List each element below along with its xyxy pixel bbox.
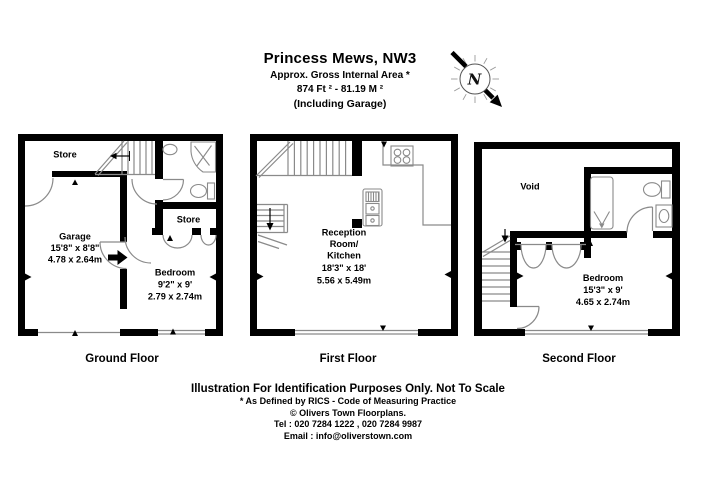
garage-dim-metric: 4.78 x 2.64m [47, 254, 103, 265]
reception-dim-imperial: 18'3" x 18' [321, 263, 367, 273]
bedroom-dim-imperial: 9'2" x 9' [157, 279, 193, 290]
first-floor-label: First Floor [319, 353, 377, 365]
room-label-reception-2: Room/ [329, 239, 359, 249]
reception-dim-metric: 5.56 x 5.49m [316, 275, 372, 286]
second-window [525, 331, 648, 335]
room-label-bedroom2: Bedroom [582, 273, 624, 283]
ground-floor-label: Ground Floor [85, 353, 159, 365]
toilet-icon [191, 183, 215, 199]
second-floor-plan [466, 128, 692, 346]
subtitle-area: Approx. Gross Internal Area * [270, 70, 410, 81]
bedroom2-dim-metric: 4.65 x 2.74m [575, 297, 631, 307]
kitchen-counter [383, 141, 451, 225]
rics-note: * As Defined by RICS - Code of Measuring Practice [239, 396, 457, 406]
email-text: Email : info@oliverstown.com [283, 430, 413, 441]
page-title: Princess Mews, NW3 [263, 50, 417, 67]
ground-floor-plan [0, 128, 248, 346]
bedroom2-dim-imperial: 15'3" x 9' [583, 285, 623, 295]
copyright-text: © Olivers Town Floorplans. [290, 407, 406, 418]
first-window [295, 331, 418, 335]
garage-dim-imperial: 15'8" x 8'8" [50, 243, 100, 253]
room-label-void: Void [520, 181, 540, 192]
sink-icon [656, 205, 672, 227]
bedroom-dim-metric: 2.79 x 2.74m [147, 291, 203, 302]
room-label-garage: Garage [59, 231, 91, 242]
room-label-reception-1: Reception [321, 227, 367, 238]
toilet-icon [644, 181, 671, 198]
second-stairs-icon [482, 229, 510, 301]
room-label-bedroom: Bedroom [154, 267, 196, 278]
north-arrow-icon [440, 38, 512, 116]
compass-north-label: N [467, 70, 482, 89]
second-floor-label: Second Floor [542, 353, 616, 365]
ground-window [158, 331, 205, 335]
footer-block [0, 382, 696, 442]
room-label-store-mid: Store [176, 214, 201, 225]
first-lower-stairs-icon [257, 205, 288, 249]
kitchen-sink-icon [363, 189, 382, 226]
shower-icon [591, 177, 614, 229]
first-floor-plan [240, 128, 470, 346]
phone-text: Tel : 020 7284 1222 , 020 7284 9987 [274, 419, 422, 429]
room-label-reception-3: Kitchen [327, 250, 361, 261]
sink-icon [163, 144, 177, 154]
ground-bathroom-fixtures [163, 142, 216, 199]
ground-stairs-icon [95, 141, 155, 176]
room-label-store-top: Store [53, 149, 77, 160]
area-note: (Including Garage) [293, 98, 387, 110]
hob-icon [391, 146, 413, 166]
shower-icon [191, 142, 216, 172]
second-bathroom-fixtures [591, 177, 673, 229]
disclaimer-text: Illustration For Identification Purposes Only. Not To Scale [191, 383, 505, 395]
area-value: 874 Ft ² - 81.19 M ² [296, 84, 384, 95]
first-stairs-icon [256, 141, 352, 178]
